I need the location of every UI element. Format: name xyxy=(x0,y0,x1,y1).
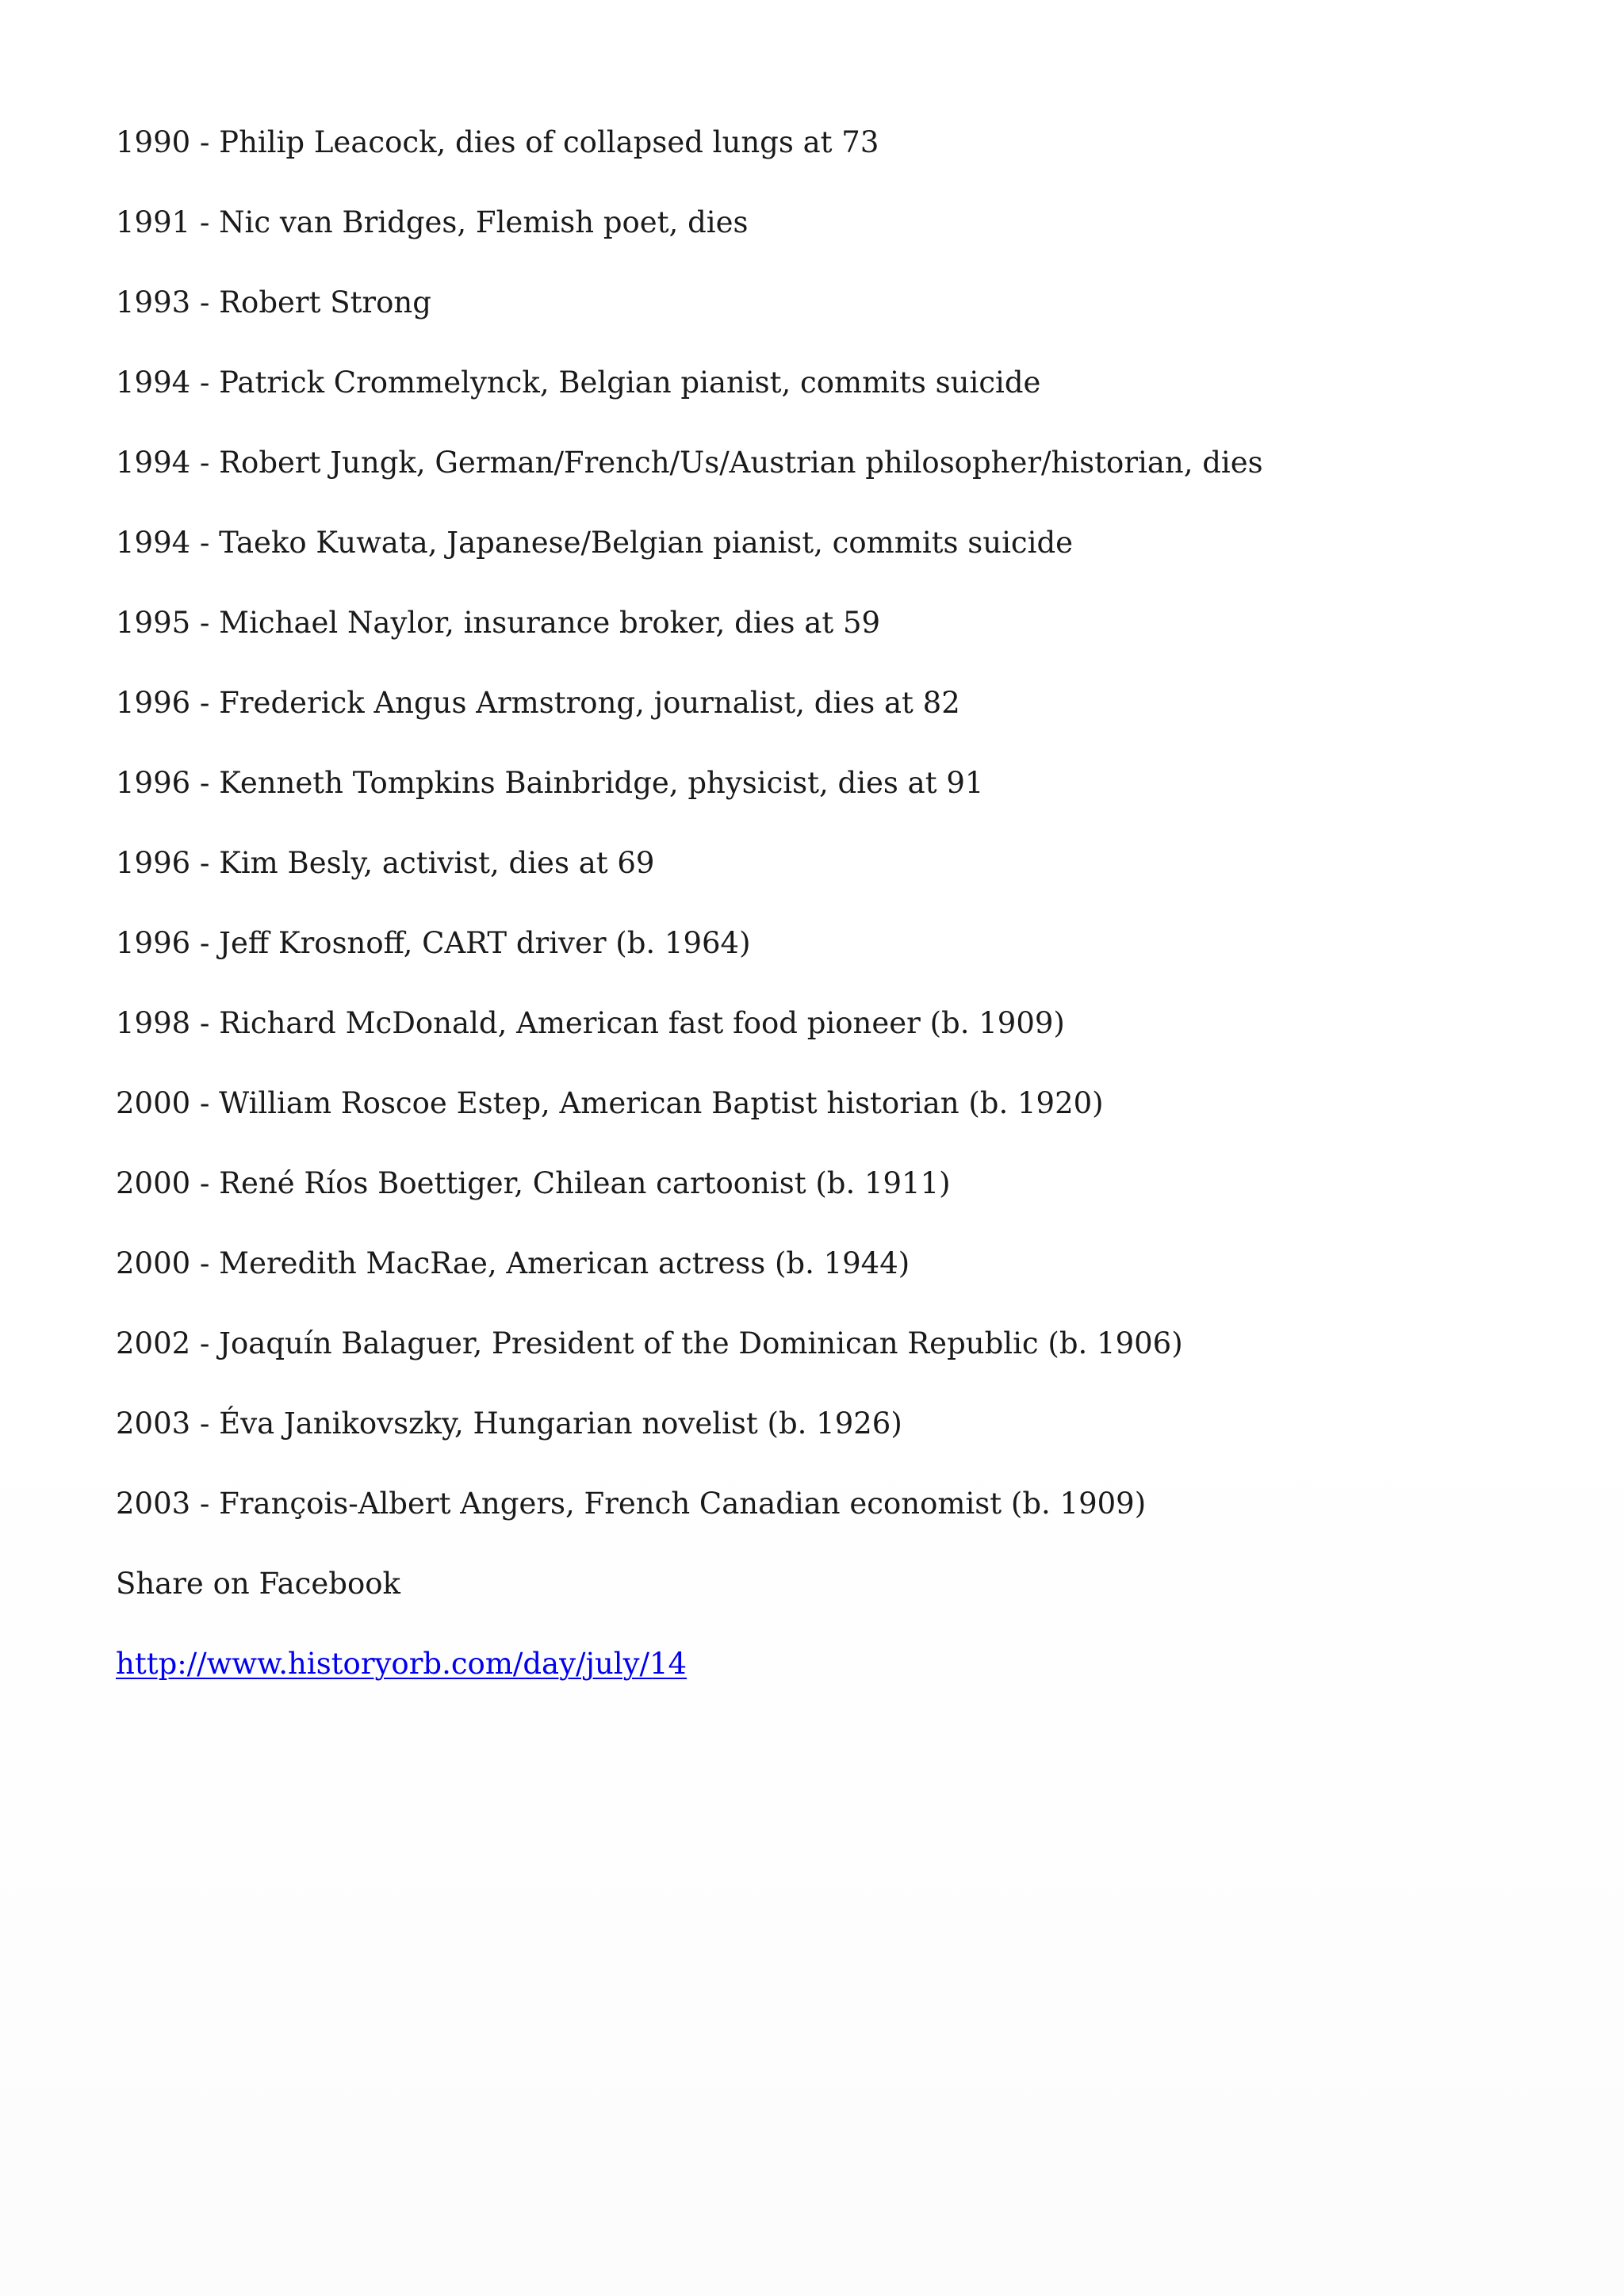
list-item: 2000 - William Roscoe Estep, American Baptist historian (b. 1920) xyxy=(116,1086,1104,1120)
list-item: 1996 - Jeff Krosnoff, CART driver (b. 1964) xyxy=(116,926,751,960)
list-item: 1996 - Kim Besly, activist, dies at 69 xyxy=(116,846,655,880)
list-item: 2003 - Éva Janikovszky, Hungarian novelist (b. 1926) xyxy=(116,1406,902,1441)
document-content xyxy=(116,121,1527,1686)
share-on-facebook-text: Share on Facebook xyxy=(116,1567,400,1601)
list-item: 1993 - Robert Strong xyxy=(116,285,431,320)
list-item: 1990 - Philip Leacock, dies of collapsed lungs at 73 xyxy=(116,125,879,159)
list-item: 2000 - Meredith MacRae, American actress (b. 1944) xyxy=(116,1246,910,1280)
list-item: 1994 - Taeko Kuwata, Japanese/Belgian pianist, commits suicide xyxy=(116,526,1074,560)
list-item: 1991 - Nic van Bridges, Flemish poet, dies xyxy=(116,205,749,239)
list-item: 1994 - Robert Jungk, German/French/Us/Austrian philosopher/historian, dies xyxy=(116,446,1263,480)
list-item: 2000 - René Ríos Boettiger, Chilean cartoonist (b. 1911) xyxy=(116,1166,951,1200)
list-item: 1996 - Frederick Angus Armstrong, journalist, dies at 82 xyxy=(116,686,960,720)
list-item: 1996 - Kenneth Tompkins Bainbridge, physicist, dies at 91 xyxy=(116,766,984,800)
list-item: 1998 - Richard McDonald, American fast food pioneer (b. 1909) xyxy=(116,1006,1065,1040)
list-item: 1994 - Patrick Crommelynck, Belgian pianist, commits suicide xyxy=(116,365,1041,400)
death-entries-list xyxy=(116,121,1527,1526)
list-item: 2002 - Joaquín Balaguer, President of the Dominican Republic (b. 1906) xyxy=(116,1326,1183,1360)
list-item: 1995 - Michael Naylor, insurance broker, dies at 59 xyxy=(116,606,881,640)
list-item: 2003 - François-Albert Angers, French Canadian economist (b. 1909) xyxy=(116,1487,1147,1521)
source-link[interactable]: http://www.historyorb.com/day/july/14 xyxy=(116,1647,688,1681)
